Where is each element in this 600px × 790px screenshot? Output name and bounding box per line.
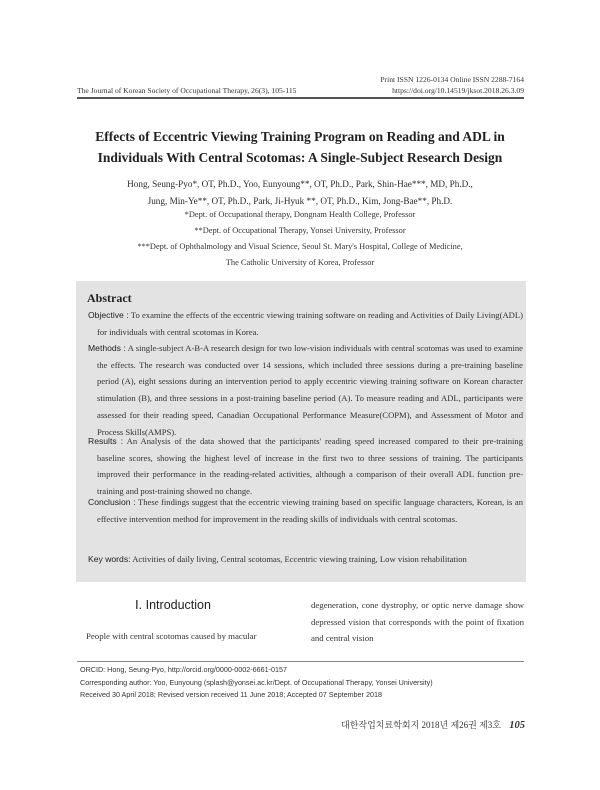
title-line-2: Individuals With Central Scotomas: A Single-Subject Research Design xyxy=(97,150,503,165)
objective-label: Objective : xyxy=(88,310,129,320)
authors-line-1: Hong, Seung-Pyo*, OT, Ph.D., Yoo, Eunyoung**, OT, Ph.D., Park, Shin-Hae***, MD, Ph.D., xyxy=(127,179,473,189)
footnote-corresponding-author: Corresponding author: Yoo, Eunyoung (splash@yonsei.ac.kr/Dept. of Occupational Therapy, Yonsei University) xyxy=(80,677,433,687)
abstract-methods xyxy=(88,340,523,440)
keywords-label: Key words: xyxy=(88,554,131,564)
footnote-received: Received 30 April 2018; Revised version received 11 June 2018; Accepted 07 September 2018 xyxy=(80,690,382,699)
footnotes xyxy=(80,664,525,702)
conclusion-text: These findings suggest that the eccentric viewing training based on specific language characters, Korean, is an effective intervention method for improvement in the reading skills of individuals with central scotomas. xyxy=(97,497,523,524)
page-number: 105 xyxy=(509,720,525,731)
page-footer xyxy=(330,718,525,731)
paper-title xyxy=(60,126,540,168)
abstract-heading: Abstract xyxy=(87,291,132,305)
intro-right-column: degeneration, cone dystrophy, or optic nerve damage show depressed vision that corresponds with the point of fixation and central vision xyxy=(311,600,524,644)
abstract-objective xyxy=(88,307,523,340)
footer-journal: 대한작업치료학회지 2018년 제26권 제3호 xyxy=(341,720,501,730)
section-heading-introduction: Ⅰ. Introduction xyxy=(135,598,211,612)
affiliation-4: The Catholic University of Korea, Professor xyxy=(225,258,375,267)
methods-label: Methods : xyxy=(88,343,126,353)
journal-citation: The Journal of Korean Society of Occupational Therapy, 26(3), 105-115 xyxy=(77,86,297,95)
header-rule xyxy=(77,97,524,99)
affiliation-3: ***Dept. of Ophthalmology and Visual Science, Seoul St. Mary's Hospital, College of Medicine, xyxy=(137,242,463,251)
keywords xyxy=(88,554,467,564)
title-line-1: Effects of Eccentric Viewing Training Program on Reading and ADL in xyxy=(95,129,505,144)
objective-text: To examine the effects of the eccentric viewing training software on reading and Activities of Daily Living(ADL) for individuals with central scotomas in Korea. xyxy=(97,310,523,337)
author-list xyxy=(60,176,540,209)
issn-line: Print ISSN 1226-0134 Online ISSN 2288-7164 xyxy=(380,75,524,84)
conclusion-label: Conclusion : xyxy=(88,497,136,507)
authors-line-2: Jung, Min-Ye**, OT, Ph.D., Park, Ji-Hyuk **, OT, Ph.D., Kim, Jong-Bae**, Ph.D. xyxy=(147,195,453,206)
methods-text: A single-subject A-B-A research design for two low-vision individuals with central scotomas was used to examine the effects. The research was conducted over 14 sessions, which included three sessions during a pre-training baseline period (A), eight sessions during an intervention period to apply eccentric viewing training software on Korean character stimulation (B), and three sessions in a post-training baseline period (A). To measure reading and ADL, participants were assessed for their reading speed, Canadian Occupational Performance Measure(COPM), and Assessment of Motor and Process Skills(AMPS). xyxy=(97,343,523,437)
affiliation-2: **Dept. of Occupational Therapy, Yonsei University, Professor xyxy=(194,226,406,235)
footnote-rule xyxy=(77,661,524,662)
affiliation-1: *Dept. of Occupational therapy, Dongnam Health College, Professor xyxy=(184,210,416,219)
results-text: An Analysis of the data showed that the participants' reading speed increased compared to their pre-training baseline scores, showing the highest level of increase in the first two to three sessions of training. The participants improved their performance in the reading-related activities, although a comparison of their overall ADL function pre-training and post-training showed no change. xyxy=(97,436,523,497)
footnote-orcid: ORCID: Hong, Seung-Pyo, http://orcid.org/0000-0002-6661-0157 xyxy=(80,665,287,674)
intro-left-column: People with central scotomas caused by macular xyxy=(86,631,257,641)
keywords-text: Activities of daily living, Central scotomas, Eccentric viewing training, Low vision rehabilitation xyxy=(132,554,467,564)
doi-link[interactable]: https://doi.org/10.14519/jksot.2018.26.3.09 xyxy=(392,86,524,95)
abstract-conclusion xyxy=(88,494,523,527)
results-label: Results : xyxy=(88,436,124,446)
abstract-results xyxy=(88,433,523,500)
affiliation-list xyxy=(60,207,540,271)
